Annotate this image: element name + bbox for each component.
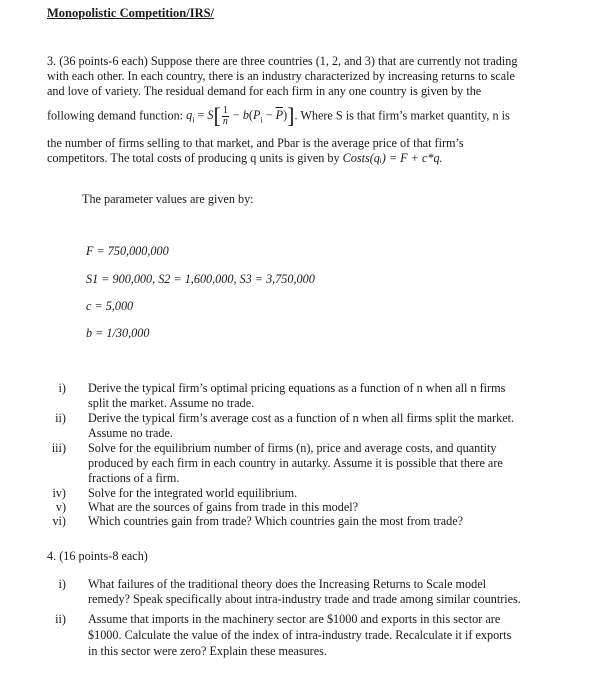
list-item-line: Solve for the equilibrium number of firms (n), price and average costs, and quantity — [88, 441, 497, 455]
question-4-heading: 4. (16 points-8 each) — [47, 549, 148, 563]
list-item-number: ii) — [55, 411, 66, 425]
demand-explanation: . Where S is that firm’s market quantity, n is — [294, 108, 510, 123]
question-3-line-2: with each other. In each country, there is an industry characterized by increasing returns to scale — [47, 69, 515, 83]
parameter-c: c = 5,000 — [86, 299, 134, 313]
list-item-line: What are the sources of gains from trade in this model? — [88, 500, 359, 514]
list-item-number: ii) — [55, 612, 66, 626]
question-3-line-3: and love of variety. The residual demand for each firm in any one country is given by the — [47, 84, 482, 98]
list-item-line: $1000. Calculate the value of the index of intra-industry trade. Recalculate it if exports — [88, 628, 512, 642]
question-3-demand-line — [47, 103, 510, 129]
list-item-number: i) — [58, 381, 66, 395]
parameter-s: S1 = 900,000, S2 = 1,600,000, S3 = 3,750,000 — [86, 272, 315, 286]
cost-intro: competitors. The total costs of producing q units is given by — [47, 151, 340, 165]
list-item-number: i) — [58, 577, 66, 591]
list-item-line: Which countries gain from trade? Which countries gain the most from trade? — [88, 514, 464, 528]
page-title: Monopolistic Competition/IRS/ — [47, 6, 215, 20]
question-3-line-6 — [47, 151, 443, 166]
question-3-line-5: the number of firms selling to that market, and Pbar is the average price of that firm’s — [47, 136, 464, 150]
parameter-f: F = 750,000,000 — [86, 244, 169, 258]
list-item-line: Assume that imports in the machinery sector are $1000 and exports in this sector are — [88, 612, 501, 626]
list-item-line: What failures of the traditional theory does the Increasing Returns to Scale model — [88, 577, 486, 591]
demand-intro: following demand function: — [47, 108, 184, 123]
list-item-number: vi) — [52, 514, 66, 528]
list-item-number: v) — [55, 500, 66, 514]
cost-formula: Costs(qᵢ) = F + c*q. — [342, 151, 443, 165]
parameter-b: b = 1/30,000 — [86, 326, 150, 340]
question-3-line-1: 3. (36 points-6 each) Suppose there are three countries (1, 2, and 3) that are currently not trading — [47, 54, 518, 68]
list-item-line: fractions of a firm. — [88, 471, 180, 485]
demand-function: $q_i = S$[ $\frac{1}{n}$ − $b(P_i - \overline{P})$] — [186, 103, 295, 129]
list-item-line: Solve for the integrated world equilibrium. — [88, 486, 298, 500]
list-item-line: remedy? Speak specifically about intra-industry trade and trade among similar countries. — [88, 592, 521, 606]
list-item-line: split the market. Assume no trade. — [88, 396, 255, 410]
list-item-line: Derive the typical firm’s average cost as a function of n when all firms split the market. — [88, 411, 515, 425]
list-item-line: produced by each firm in each country in autarky. Assume it is possible that there are — [88, 456, 503, 470]
list-item-line: in this sector were zero? Explain these measures. — [88, 644, 327, 658]
list-item-line: Assume no trade. — [88, 426, 173, 440]
parameters-intro: The parameter values are given by: — [82, 192, 254, 206]
list-item-number: iv) — [52, 486, 66, 500]
list-item-number: iii) — [51, 441, 66, 455]
list-item-line: Derive the typical firm’s optimal pricing equations as a function of n when all n firms — [88, 381, 506, 395]
